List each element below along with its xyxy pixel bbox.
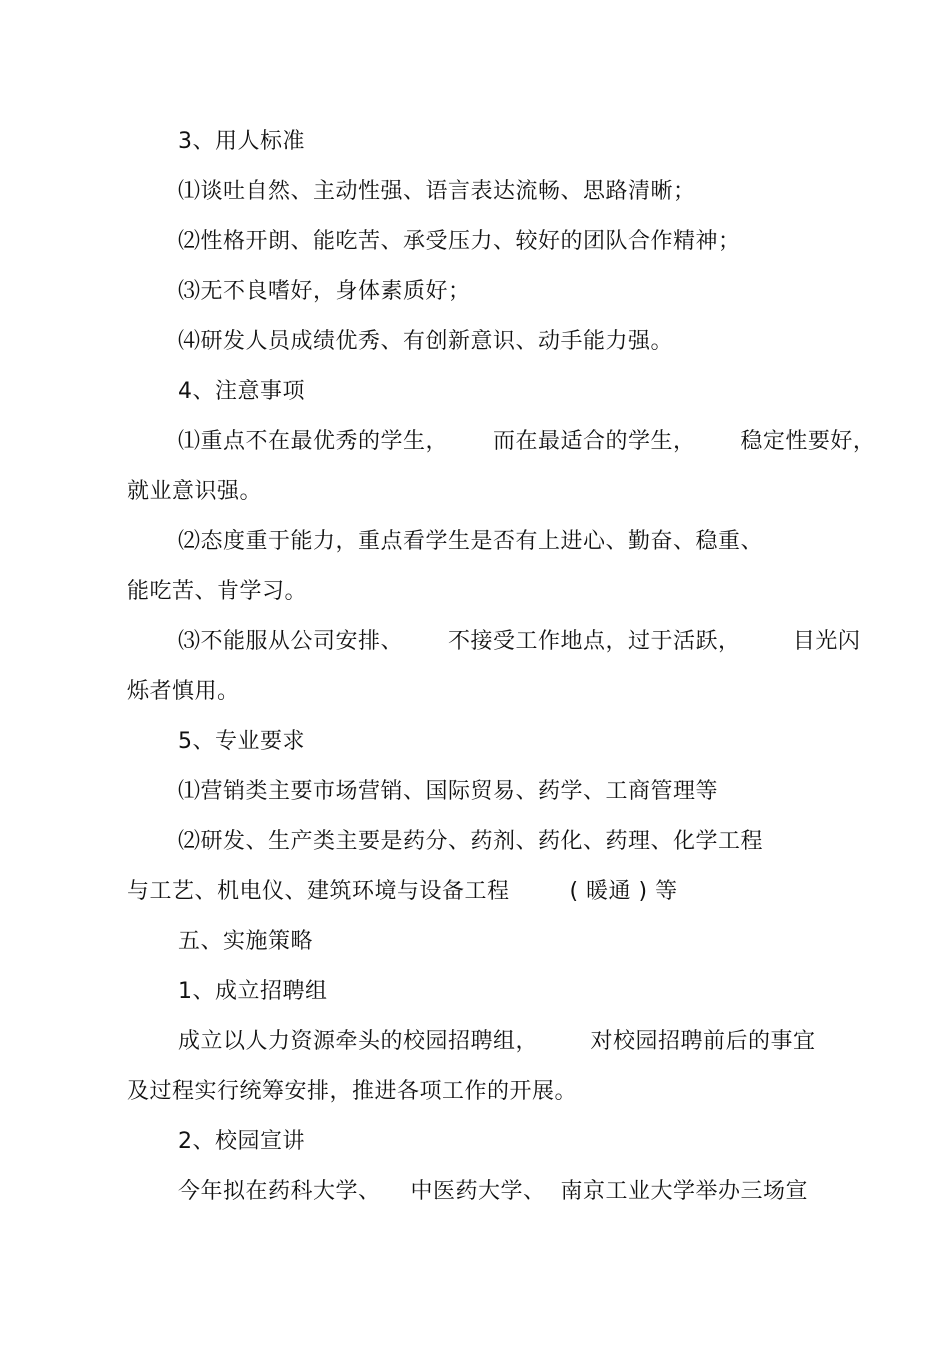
section-heading-strategy: 五、实施策略: [178, 929, 314, 954]
section-heading-notes: 4、注意事项: [178, 379, 305, 404]
list-item-note-1: ⑴重点不在最优秀的学生， 而在最适合的学生， 稳定性要好，: [178, 429, 876, 454]
list-item-note-2: ⑵态度重于能力，重点看学生是否有上进心、勤奋、稳重、: [178, 529, 764, 554]
list-item-note-1-continued: 就业意识强。: [127, 479, 263, 504]
list-item-note-2-continued: 能吃苦、肯学习。: [127, 579, 308, 604]
list-item-major-2-continued: 与工艺、机电仪、建筑环境与设备工程 ( 暖通 ) 等: [127, 879, 678, 904]
list-item-note-3-continued: 烁者慎用。: [127, 679, 240, 704]
paragraph-recruit-team: 成立以人力资源牵头的校园招聘组， 对校园招聘前后的事宜: [178, 1029, 816, 1054]
list-item-standard-3: ⑶无不良嗜好，身体素质好；: [178, 279, 471, 304]
list-item-standard-4: ⑷研发人员成绩优秀、有创新意识、动手能力强。: [178, 329, 674, 354]
list-item-note-3: ⑶不能服从公司安排、 不接受工作地点，过于活跃， 目光闪: [178, 629, 861, 654]
subheading-campus-talk: 2、校园宣讲: [178, 1129, 305, 1154]
subheading-recruit-team: 1、成立招聘组: [178, 979, 328, 1004]
section-heading-majors: 5、专业要求: [178, 729, 305, 754]
list-item-standard-1: ⑴谈吐自然、主动性强、语言表达流畅、思路清晰；: [178, 179, 696, 204]
section-heading-hiring-standards: 3、用人标准: [178, 129, 305, 154]
paragraph-recruit-team-continued: 及过程实行统筹安排，推进各项工作的开展。: [127, 1079, 578, 1104]
list-item-major-1: ⑴营销类主要市场营销、国际贸易、药学、工商管理等: [178, 779, 719, 804]
list-item-major-2: ⑵研发、生产类主要是药分、药剂、药化、药理、化学工程: [178, 829, 764, 854]
paragraph-campus-talk: 今年拟在药科大学、 中医药大学、 南京工业大学举办三场宣: [178, 1179, 808, 1204]
list-item-standard-2: ⑵性格开朗、能吃苦、承受压力、较好的团队合作精神；: [178, 229, 741, 254]
